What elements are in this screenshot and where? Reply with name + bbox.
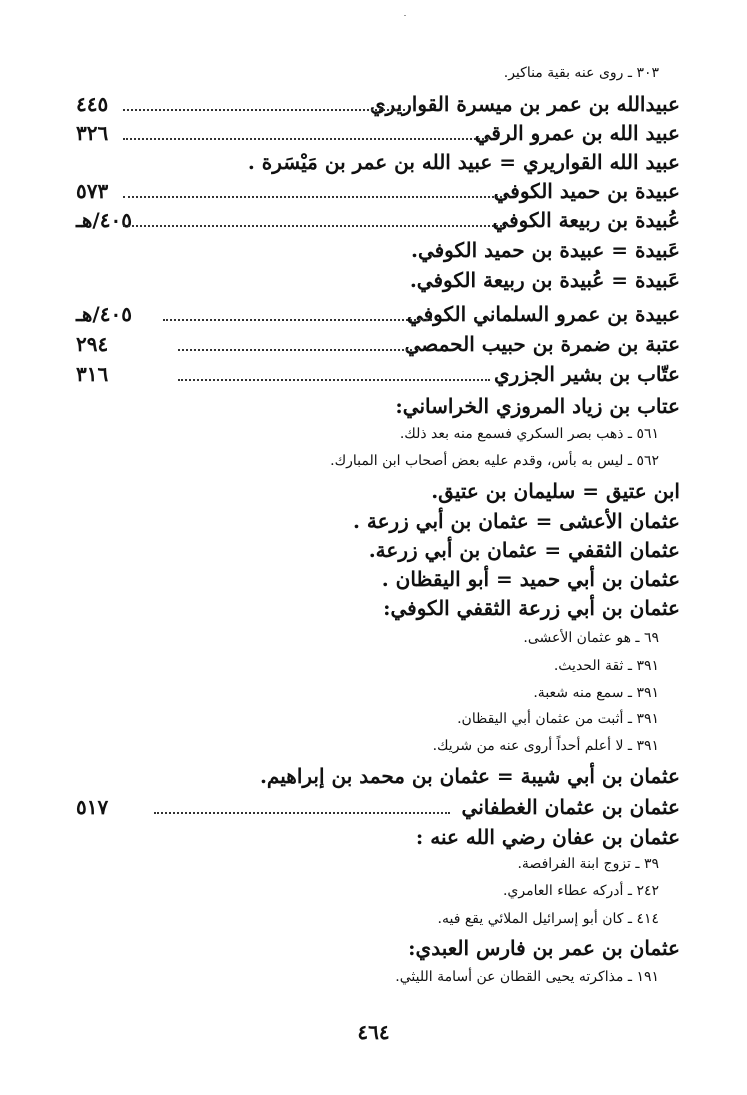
index-subentry: ٥٦١ ـ ذهب بصر السكري فسمع منه بعد ذلك. [399, 426, 659, 442]
index-subentry: ٢٤٢ ـ أدركه عطاء العامري. [502, 883, 659, 899]
index-subentry: ٣٩١ ـ ثقة الحديث. [553, 658, 659, 674]
index-heading: عثمان بن عمر بن فارس العبدي: [408, 936, 680, 960]
index-entry-page: ٣١٦ [76, 362, 109, 386]
page-number: ٤٦٤ [357, 1020, 390, 1044]
index-heading: ابن عتيق = سليمان بن عتيق. [431, 479, 680, 503]
dot-leader [154, 812, 450, 814]
index-heading: عبيد الله القواريري = عبيد الله بن عمر بن مَيْسَرة . [247, 150, 680, 174]
index-entry-page: ٥٧٣ [76, 179, 109, 203]
dot-leader [123, 138, 488, 140]
index-heading: عثمان الثقفي = عثمان بن أبي زرعة. [368, 538, 680, 562]
dot-leader [163, 319, 432, 321]
index-entry-page: ٣٢٦ [76, 121, 109, 145]
index-heading: عثمان بن أبي شيبة = عثمان بن محمد بن إبراهيم. [259, 764, 680, 788]
index-heading: عثمان بن أبي زرعة الثقفي الكوفي: [383, 596, 680, 620]
index-heading: عثمان بن أبي حميد = أبو اليقظان . [381, 567, 680, 591]
index-entry-name: عُبيدة بن ربيعة الكوفي [492, 208, 680, 232]
dot-leader [123, 225, 502, 227]
index-subentry: ٦٩ ـ هو عثمان الأعشى. [523, 630, 659, 646]
index-heading: عَبيدة = عُبيدة بن ربيعة الكوفي. [409, 268, 680, 292]
index-subentry: ١٩١ ـ مذاكرته يحيى القطان عن أسامة الليثي. [395, 969, 659, 985]
index-entry-name: عثمان بن عثمان الغطفاني [461, 795, 680, 819]
index-subentry: ٣٩١ ـ لا أعلم أحداً أروى عنه من شريك. [432, 738, 659, 754]
index-heading: عثمان بن عفان رضي الله عنه : [415, 825, 680, 849]
index-entry-page: ٥١٧ [76, 795, 109, 819]
index-subentry: ٤١٤ ـ كان أبو إسرائيل الملائي يقع فيه. [437, 911, 659, 927]
scan-speck [404, 15, 406, 16]
index-subentry: ٣٩١ ـ سمع منه شعبة. [533, 685, 659, 701]
index-entry-name: عبيد الله بن عمرو الرقي [474, 121, 680, 145]
index-heading: عَبيدة = عبيدة بن حميد الكوفي. [410, 238, 680, 262]
index-entry-name: عبيدة بن حميد الكوفي [493, 179, 680, 203]
dot-leader [123, 196, 502, 198]
index-subentry: ٣٩١ ـ أثبت من عثمان أبي اليقظان. [457, 711, 659, 727]
index-subentry: ٣٩ ـ تزوج ابنة الفرافصة. [517, 856, 659, 872]
index-entry-name: عتّاب بن بشير الجزري [494, 362, 680, 386]
index-entry-page: ٤٤٥ [76, 92, 109, 116]
dot-leader [123, 109, 405, 111]
index-subentry: ٣٠٣ ـ روى عنه بقية مناكير. [503, 65, 659, 81]
index-heading: عتاب بن زياد المروزي الخراساني: [395, 394, 680, 418]
index-entry-name: عبيدة بن عمرو السلماني الكوفي [406, 302, 680, 326]
index-entry-page: ٤٠٥/هـ [76, 208, 132, 232]
index-entry-name: عتبة بن ضمرة بن حبيب الحمصي [404, 332, 680, 356]
dot-leader [178, 379, 490, 381]
index-entry-name: عبيدالله بن عمر بن ميسرة القواريري [369, 92, 680, 116]
index-heading: عثمان الأعشى = عثمان بن أبي زرعة . [352, 509, 680, 533]
index-entry-page: ٤٠٥/هـ [76, 302, 132, 326]
dot-leader [178, 349, 412, 351]
index-subentry: ٥٦٢ ـ ليس به بأس، وقدم عليه بعض أصحاب ابن المبارك. [330, 453, 659, 469]
index-entry-page: ٢٩٤ [76, 332, 109, 356]
